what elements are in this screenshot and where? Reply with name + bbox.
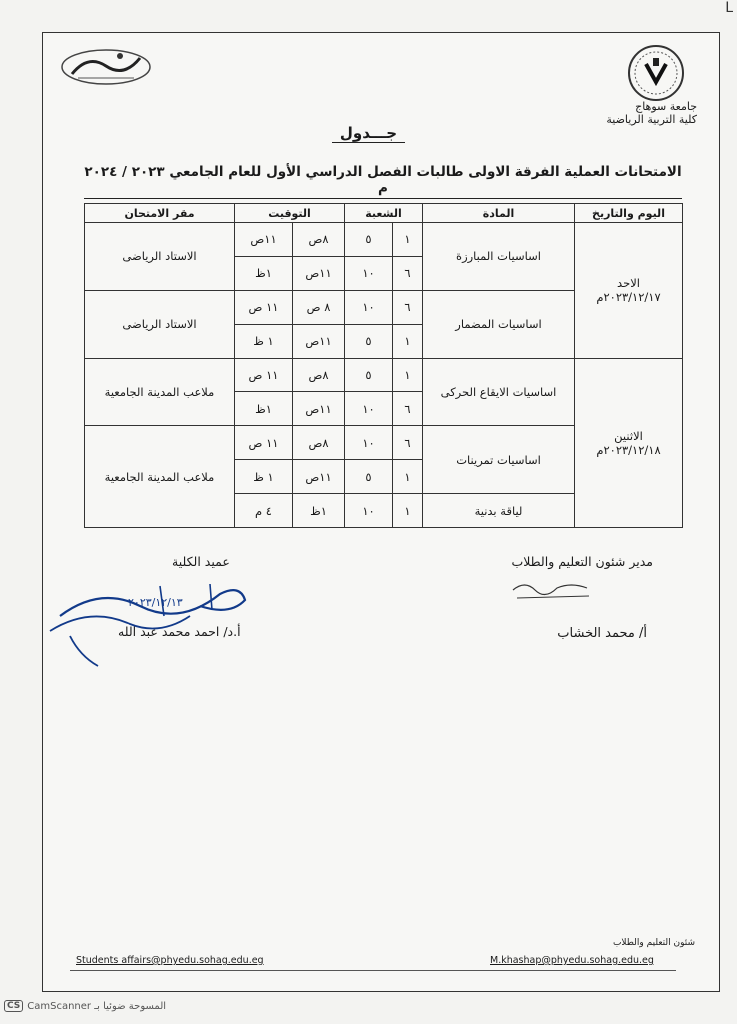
camscanner-text: المسوحة ضوئيا بـ CamScanner xyxy=(27,1000,167,1012)
footer-department-label: شئون التعليم والطلاب xyxy=(612,938,695,948)
signatory-left-title: عميد الكلية xyxy=(172,554,230,569)
time-from: ١١ص xyxy=(293,392,345,426)
section-a: ١ xyxy=(393,494,423,528)
location-cell: الاستاد الرياضى xyxy=(85,290,235,358)
exam-schedule-table xyxy=(84,203,683,528)
location-cell: ملاعب المدينة الجامعية xyxy=(85,426,235,528)
document-subtitle: الامتحانات العملية الفرقة الاولى طالبات الفصل الدراسي الأول للعام الجامعي ٢٠٢٣ / ٢٠٢٤ م xyxy=(84,164,682,199)
table-row xyxy=(85,223,683,257)
handwritten-date: ٢٠٢٣/١٢/١٣ xyxy=(128,596,183,609)
section-a: ١ xyxy=(393,223,423,257)
section-b: ١٠ xyxy=(345,256,393,290)
time-to: ١ ظ xyxy=(235,324,293,358)
time-from: ٨ص xyxy=(293,358,345,392)
subject-cell: اساسيات المبارزة xyxy=(423,223,575,291)
time-to: ٤ م xyxy=(235,494,293,528)
corner-mark: L xyxy=(725,0,733,16)
university-logo-icon xyxy=(624,44,688,102)
time-from: ١١ص xyxy=(293,460,345,494)
time-to: ١١ص xyxy=(235,223,293,257)
subject-cell: اساسيات الايقاع الحركى xyxy=(423,358,575,426)
header-day-date: اليوم والتاريخ xyxy=(575,204,683,223)
section-b: ٥ xyxy=(345,223,393,257)
section-a: ١ xyxy=(393,358,423,392)
footer-divider xyxy=(70,970,676,971)
signatory-right-name: أ/ محمد الخشاب xyxy=(557,626,647,641)
section-b: ٥ xyxy=(345,460,393,494)
small-signature-icon xyxy=(505,576,595,604)
section-b: ١٠ xyxy=(345,426,393,460)
section-b: ١٠ xyxy=(345,392,393,426)
table-row xyxy=(85,358,683,392)
time-from: ١١ص xyxy=(293,324,345,358)
section-a: ٦ xyxy=(393,392,423,426)
section-a: ٦ xyxy=(393,426,423,460)
document-title: جـــدول xyxy=(0,124,737,142)
university-line-1: جامعة سوهاج xyxy=(635,100,697,113)
footer-email-right[interactable]: M.khashap@phyedu.sohag.edu.eg xyxy=(490,955,654,966)
day-cell: الاحد ٢٠٢٣/١٢/١٧م xyxy=(575,223,683,359)
header-timing: التوقيت xyxy=(235,204,345,223)
subject-cell: لياقة بدنية xyxy=(423,494,575,528)
header-section: الشعبة xyxy=(345,204,423,223)
university-line-2: كلية التربية الرياضية xyxy=(606,113,697,126)
time-from: ٨ ص xyxy=(293,290,345,324)
section-b: ١٠ xyxy=(345,290,393,324)
time-from: ١١ص xyxy=(293,256,345,290)
location-cell: ملاعب المدينة الجامعية xyxy=(85,358,235,426)
header-subject: المادة xyxy=(423,204,575,223)
time-to: ١ظ xyxy=(235,256,293,290)
section-a: ٦ xyxy=(393,256,423,290)
footer-email-left[interactable]: Students affairs@phyedu.sohag.edu.eg xyxy=(76,955,264,966)
subject-cell: اساسيات تمرينات xyxy=(423,426,575,494)
subject-cell: اساسيات المضمار xyxy=(423,290,575,358)
signatory-right-title: مدير شئون التعليم والطلاب xyxy=(511,554,653,569)
time-to: ١ ظ xyxy=(235,460,293,494)
time-to: ١١ ص xyxy=(235,358,293,392)
section-b: ١٠ xyxy=(345,494,393,528)
time-to: ١١ ص xyxy=(235,426,293,460)
time-from: ٨ص xyxy=(293,223,345,257)
time-to: ١ظ xyxy=(235,392,293,426)
faculty-logo-icon xyxy=(58,46,154,88)
section-a: ٦ xyxy=(393,290,423,324)
camscanner-logo-icon: CS xyxy=(4,1000,23,1012)
time-from: ٨ص xyxy=(293,426,345,460)
section-a: ١ xyxy=(393,460,423,494)
time-to: ١١ ص xyxy=(235,290,293,324)
camscanner-watermark xyxy=(4,1000,166,1012)
day-cell: الاثنين ٢٠٢٣/١٢/١٨م xyxy=(575,358,683,528)
time-from: ١ظ xyxy=(293,494,345,528)
header-location: مقر الامتحان xyxy=(85,204,235,223)
section-b: ٥ xyxy=(345,358,393,392)
section-b: ٥ xyxy=(345,324,393,358)
section-a: ١ xyxy=(393,324,423,358)
university-name xyxy=(547,100,697,126)
signatory-left-name: أ.د/ احمد محمد عبد الله xyxy=(118,624,241,639)
table-header-row xyxy=(85,204,683,223)
location-cell: الاستاد الرياضى xyxy=(85,223,235,291)
